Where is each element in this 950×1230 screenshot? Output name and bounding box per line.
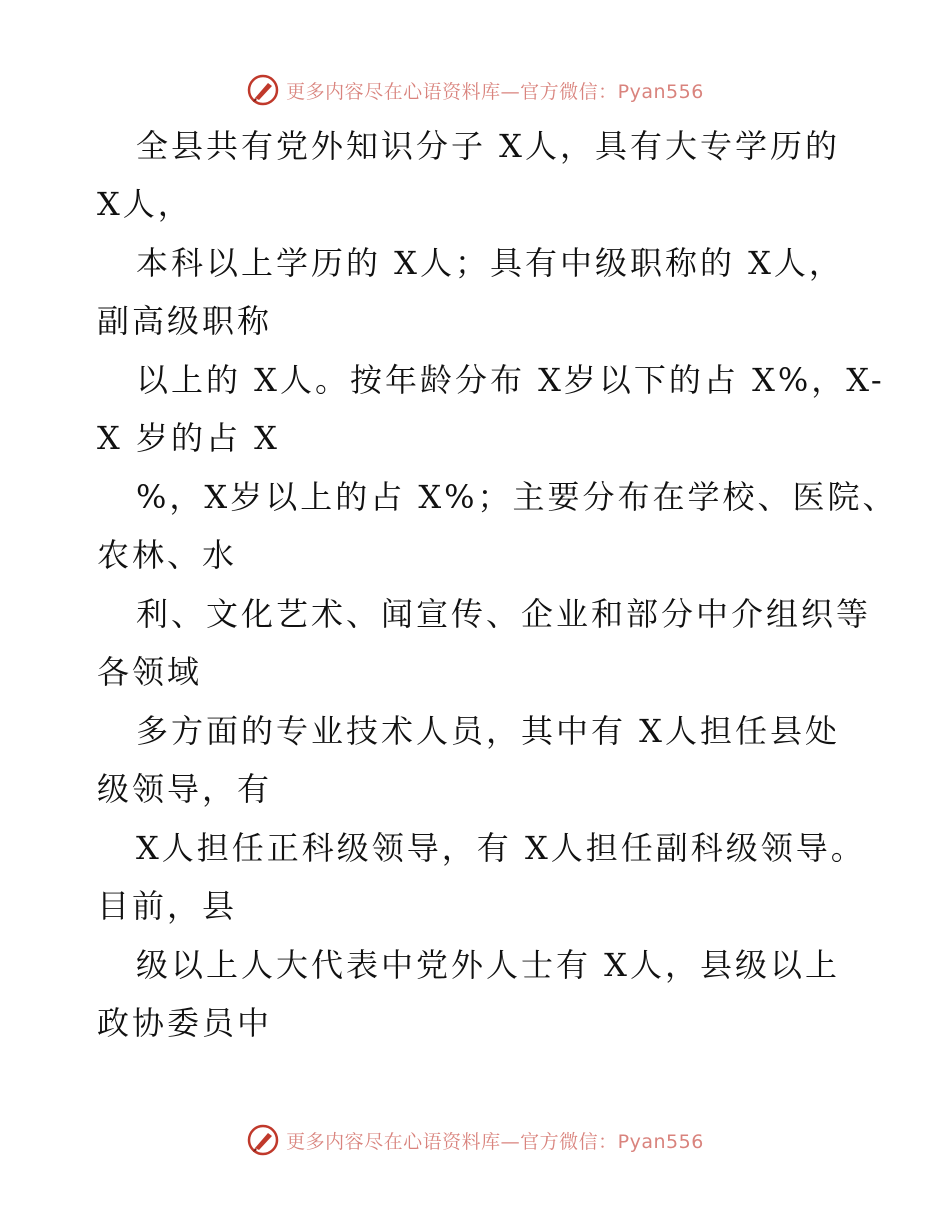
text-line: 级以上人大代表中党外人士有 X人，县级以上: [136, 946, 840, 984]
text-line: 副高级职称: [97, 302, 273, 340]
text-line: 全县共有党外知识分子 X人，具有大专学历的: [136, 127, 840, 165]
text-line: X人，: [97, 185, 193, 223]
text-line: 目前，县: [97, 887, 238, 925]
header-watermark: [0, 70, 950, 110]
pen-logo-icon: [246, 1123, 280, 1157]
footer-watermark: [0, 1120, 950, 1160]
text-line: %，X岁以上的占 X%；主要分布在学校、医院、: [136, 478, 898, 516]
watermark-text: 更多内容尽在心语资料库—官方微信：Pyan556: [286, 1130, 704, 1153]
text-line: 多方面的专业技术人员，其中有 X人担任县处: [136, 712, 840, 750]
text-line: X 岁的占 X: [97, 419, 280, 457]
text-line: 农林、水: [97, 536, 238, 574]
text-line: 利、文化艺术、闻宣传、企业和部分中介组织等: [136, 595, 872, 633]
text-line: 本科以上学历的 X人；具有中级职称的 X人，: [136, 244, 844, 282]
text-line: 级领导，有: [97, 770, 273, 808]
text-line: X人担任正科级领导，有 X人担任副科级领导。: [136, 829, 866, 867]
text-line: 以上的 X人。按年龄分布 X岁以下的占 X%，X-: [136, 361, 885, 399]
text-line: 各领域: [97, 653, 203, 691]
text-line: 政协委员中: [97, 1004, 273, 1042]
pen-logo-icon: [246, 73, 280, 107]
watermark-text: 更多内容尽在心语资料库—官方微信：Pyan556: [286, 80, 704, 103]
